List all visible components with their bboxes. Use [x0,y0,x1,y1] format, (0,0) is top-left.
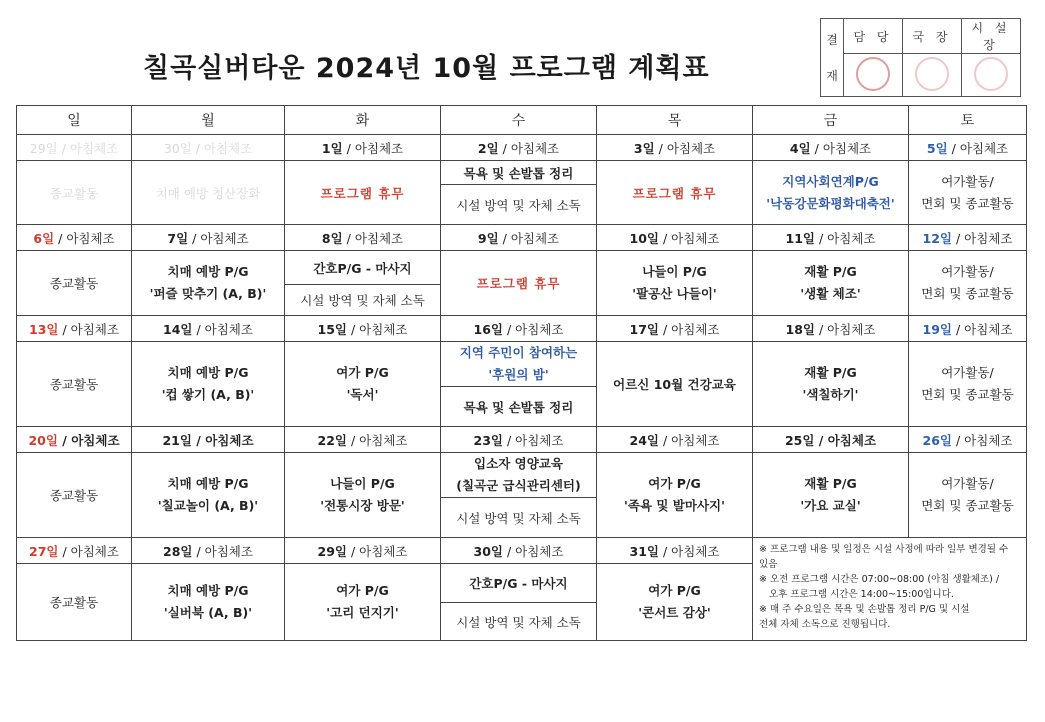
date-cell: 4일 / 아침체조 [753,135,909,161]
date-cell: 10일 / 아침체조 [597,225,753,251]
date-cell: 30일 / 아침체조 [441,538,597,564]
day-fri: 금 [753,106,909,135]
program-cell: 종교활동 [17,564,132,641]
program-cell: 여가활동/ 면회 및 종교활동 [909,161,1027,225]
day-sat: 토 [909,106,1027,135]
program-cell: 여가 P/G '콘서트 감상' [597,564,753,641]
date-cell: 30일 / 아침체조 [132,135,285,161]
date-cell: 23일 / 아침체조 [441,427,597,453]
date-row [17,225,1027,251]
date-cell: 29일 / 아침체조 [285,538,441,564]
program-cell: 시설 방역 및 자체 소독 [441,603,597,641]
date-cell: 8일 / 아침체조 [285,225,441,251]
program-cell: 여가활동/ 면회 및 종교활동 [909,251,1027,316]
program-cell: 치매 예방 P/G '퍼즐 맞추기 (A, B)' [132,251,285,316]
date-cell: 26일 / 아침체조 [909,427,1027,453]
program-cell: 여가 P/G '독서' [285,342,441,427]
date-cell: 6일 / 아침체조 [17,225,132,251]
date-cell: 29일 / 아침체조 [17,135,132,161]
program-rest: 프로그램 휴무 [441,251,597,316]
program-cell: 목욕 및 손발톱 정리 [441,161,597,185]
date-cell: 11일 / 아침체조 [753,225,909,251]
program-cell: 종교활동 [17,342,132,427]
date-cell: 18일 / 아침체조 [753,316,909,342]
approval-header-manager: 담 당 [844,19,903,54]
program-cell: 여가 P/G '족욕 및 발마사지' [597,453,753,538]
program-calendar [16,105,1027,641]
program-cell: 간호P/G - 마사지 [441,564,597,603]
date-cell: 31일 / 아침체조 [597,538,753,564]
program-cell: 어르신 10월 건강교육 [597,342,753,427]
program-cell: 지역 주민이 참여하는 '후원의 밤' [441,342,597,387]
program-cell: 종교활동 [17,161,132,225]
program-cell: 치매 예방 P/G '컵 쌓기 (A, B)' [132,342,285,427]
program-cell: 시설 방역 및 자체 소독 [441,185,597,225]
program-row [17,453,1027,498]
program-cell: 치매 예방 청산장화 [132,161,285,225]
date-cell: 7일 / 아침체조 [132,225,285,251]
signature-stamp-director [903,54,962,97]
program-row [17,342,1027,387]
date-cell: 14일 / 아침체조 [132,316,285,342]
program-cell: 여가 P/G '고리 던지기' [285,564,441,641]
program-cell: 나들이 P/G '팔공산 나들이' [597,251,753,316]
program-cell: 목욕 및 손발톱 정리 [441,387,597,427]
date-cell: 28일 / 아침체조 [132,538,285,564]
day-thu: 목 [597,106,753,135]
program-cell: 종교활동 [17,251,132,316]
date-cell: 21일 / 아침체조 [132,427,285,453]
date-cell: 5일 / 아침체조 [909,135,1027,161]
date-cell: 3일 / 아침체조 [597,135,753,161]
date-cell: 17일 / 아침체조 [597,316,753,342]
program-cell: 간호P/G - 마사지 [285,251,441,285]
date-row [17,538,1027,564]
date-cell: 1일 / 아침체조 [285,135,441,161]
page-title: 칠곡실버타운 2024년 10월 프로그램 계획표 [143,53,710,84]
program-cell: 여가활동/ 면회 및 종교활동 [909,453,1027,538]
notes-box: ※ 프로그램 내용 및 일정은 시설 사정에 따라 일부 변경될 수 있음 ※ 오전 프로그램 시간은 07:00~08:00 (아침 생활체조) / 오후 프로그램 시간은 14:00~15:00입니다. ※ 매 주 수요일은 목욕 및 손발톱 정리 P/G 및 시설 전체 자체 소독으로 진행됩니다. [753,538,1027,641]
program-cell: 시설 방역 및 자체 소독 [285,285,441,316]
date-cell: 13일 / 아침체조 [17,316,132,342]
approval-box [820,18,1021,97]
program-cell: 지역사회연계P/G '낙동강문화평화대축전' [753,161,909,225]
signature-stamp-head [962,54,1021,97]
program-cell: 치매 예방 P/G '칠교놀이 (A, B)' [132,453,285,538]
approval-header-director: 국 장 [903,19,962,54]
date-cell: 19일 / 아침체조 [909,316,1027,342]
date-row [17,427,1027,453]
date-cell: 12일 / 아침체조 [909,225,1027,251]
date-row [17,316,1027,342]
date-cell: 2일 / 아침체조 [441,135,597,161]
day-tue: 화 [285,106,441,135]
date-cell: 15일 / 아침체조 [285,316,441,342]
date-cell: 22일 / 아침체조 [285,427,441,453]
program-cell: 입소자 영양교육 (칠곡군 급식관리센터) [441,453,597,498]
program-cell: 치매 예방 P/G '실버북 (A, B)' [132,564,285,641]
program-cell: 시설 방역 및 자체 소독 [441,498,597,538]
date-cell: 20일 / 아침체조 [17,427,132,453]
program-cell: 재활 P/G '가요 교실' [753,453,909,538]
date-cell: 9일 / 아침체조 [441,225,597,251]
date-cell: 24일 / 아침체조 [597,427,753,453]
day-wed: 수 [441,106,597,135]
program-cell: 재활 P/G '색칠하기' [753,342,909,427]
program-row [17,161,1027,185]
date-cell: 25일 / 아침체조 [753,427,909,453]
program-cell: 종교활동 [17,453,132,538]
date-row [17,135,1027,161]
signature-stamp-manager [844,54,903,97]
day-mon: 월 [132,106,285,135]
program-row [17,251,1027,285]
approval-header-head: 시 설 장 [962,19,1021,54]
day-sun: 일 [17,106,132,135]
program-cell: 여가활동/ 면회 및 종교활동 [909,342,1027,427]
date-cell: 16일 / 아침체조 [441,316,597,342]
date-cell: 27일 / 아침체조 [17,538,132,564]
weekday-header-row [17,106,1027,135]
approval-label: 결 재 [821,19,844,97]
program-cell: 재활 P/G '생활 체조' [753,251,909,316]
program-cell: 나들이 P/G '전통시장 방문' [285,453,441,538]
program-rest: 프로그램 휴무 [285,161,441,225]
program-rest: 프로그램 휴무 [597,161,753,225]
